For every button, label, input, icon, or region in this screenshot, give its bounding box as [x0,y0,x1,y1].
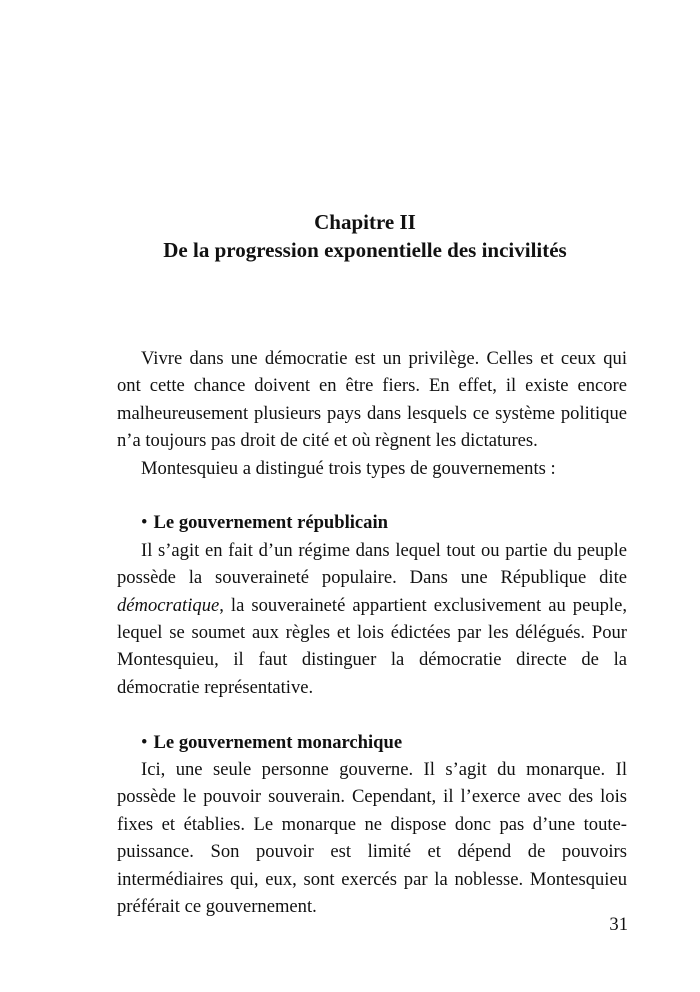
bullet-icon: • [141,512,148,534]
intro-paragraph-2: Montesquieu a distingué trois types de gouvernements : [141,457,556,479]
section-heading-republicain: • Le gouvernement républicain [141,512,388,534]
bullet-icon: • [141,731,148,753]
section-paragraph-monarchique: Ici, une seule personne gouverne. Il s’agit du monarque. Il possède le pouvoir souverain. Cependant, il l’exerce avec des lois fixes et établies. Le monarque ne dispose donc pas d’une toute-puissance. Son pouvoir est limité et dépend de pouvoirs intermédiaires qui, eux, sont exercés par la noblesse. Montesquieu préférait ce gouvernement. [117,759,627,918]
italic-term: démocratique [117,594,220,616]
section-paragraph-republicain: Il s’agit en fait d’un régime dans lequel tout ou partie du peuple possède la souveraineté populaire. Dans une République dite démocratique, la souveraineté appartient exclusivement au peuple, lequel se soumet aux règles et lois édictées par les délégués. Pour Montesquieu, il faut distinguer la démocratie directe de la démocratie représentative. [117,539,627,698]
section-heading-monarchique: • Le gouvernement monarchique [141,731,403,753]
intro-paragraph: Vivre dans une démocratie est un privilège. Celles et ceux qui ont cette chance doivent en être fiers. En effet, il existe encore malheureusement plusieurs pays dans lesquels ce système politique n’a toujours pas droit de cité et où règnent les dictatures. [117,348,627,452]
chapter-number: Chapitre II [314,210,416,234]
chapter-title: De la progression exponentielle des incivilités [163,238,567,262]
body-text [117,345,627,921]
page-number: 31 [609,914,628,935]
